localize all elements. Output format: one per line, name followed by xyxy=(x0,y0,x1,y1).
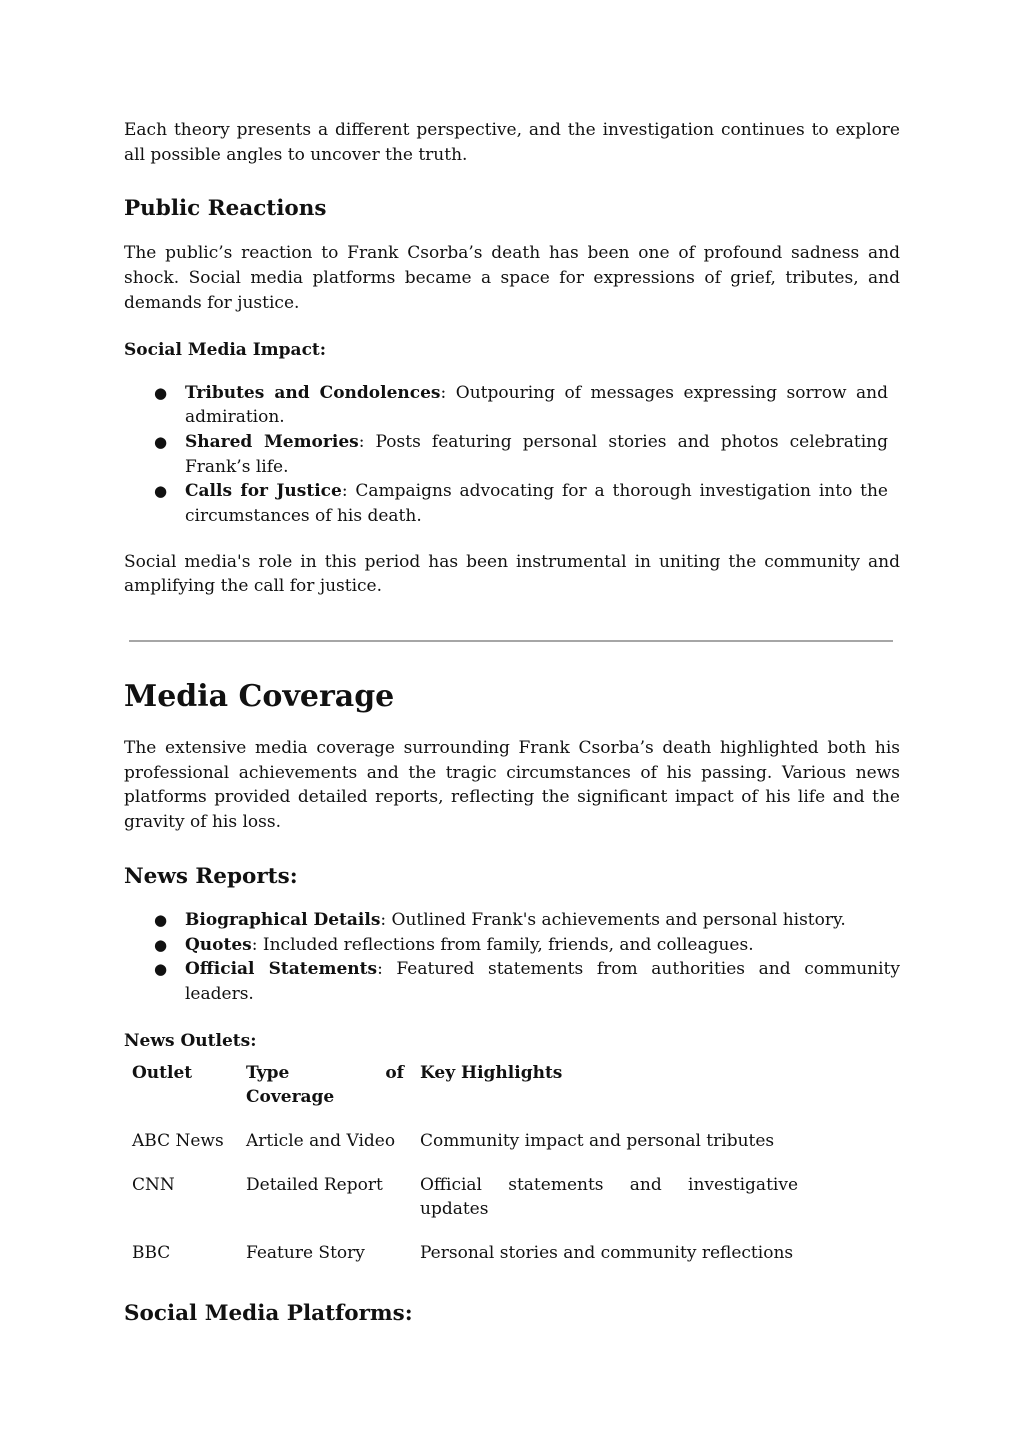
social-media-platforms-heading: Social Media Platforms: xyxy=(124,1300,413,1326)
document-page xyxy=(124,118,900,599)
column-header-type-line2: Coverage xyxy=(246,1087,335,1108)
table-cell: BBC xyxy=(132,1243,171,1264)
list-item xyxy=(124,957,900,1006)
list-item-term: Official Statements xyxy=(185,959,378,980)
list-item xyxy=(124,908,900,933)
section-divider xyxy=(129,640,893,642)
list-item xyxy=(124,430,888,479)
table-row xyxy=(124,1173,798,1241)
table-cell: Feature Story xyxy=(246,1243,365,1264)
news-reports-heading: News Reports: xyxy=(124,863,298,889)
column-header-outlet: Outlet xyxy=(132,1062,193,1083)
list-item-term: Shared Memories xyxy=(185,431,359,452)
list-item-term: Biographical Details xyxy=(185,909,381,930)
media-coverage-paragraph: The extensive media coverage surrounding Frank Csorba’s death highlighted both his professional achievements and the tragic circumstances of his passing. Various news platforms provided detailed reports, reflecting the significant impact of his life and the gravity of his loss. xyxy=(124,738,900,833)
bullet-icon: ● xyxy=(154,910,168,929)
table-cell: Community impact and personal tributes xyxy=(420,1131,775,1152)
intro-paragraph: Each theory presents a different perspective, and the investigation continues to explore all possible angles to uncover the truth. xyxy=(124,120,900,165)
social-media-impact-list xyxy=(124,381,888,529)
bullet-icon: ● xyxy=(154,482,168,501)
table-cell: Article and Video xyxy=(246,1131,396,1152)
table-cell: Official statements and investigative updates xyxy=(420,1174,798,1220)
list-item-text: : Featured statements from authorities and community leaders. xyxy=(185,959,900,1004)
list-item xyxy=(124,479,888,528)
news-outlets-table xyxy=(124,1061,798,1266)
list-item xyxy=(124,381,888,430)
public-reactions-heading: Public Reactions xyxy=(124,196,327,222)
table-row xyxy=(124,1241,798,1266)
social-media-impact-heading: Social Media Impact: xyxy=(124,339,327,360)
table-row xyxy=(124,1129,798,1173)
bullet-icon: ● xyxy=(154,960,168,979)
list-item-term: Calls for Justice xyxy=(185,481,342,502)
list-item-term: Quotes xyxy=(185,934,252,955)
list-item-text: : Posts featuring personal stories and photos celebrating Frank’s life. xyxy=(185,431,888,477)
public-reactions-closing: Social media's role in this period has been instrumental in uniting the community and amplifying the call for justice. xyxy=(124,551,900,597)
table-cell: Detailed Report xyxy=(246,1174,383,1195)
column-header-type-line1: Type of xyxy=(246,1062,404,1083)
column-header-type xyxy=(238,1061,404,1129)
list-item-text: : Included reflections from family, friends, and colleagues. xyxy=(251,934,754,955)
public-reactions-paragraph: The public’s reaction to Frank Csorba’s death has been one of profound sadness and shock. Social media platforms became a space for expressions of grief, tributes, and demands for justice. xyxy=(124,243,900,313)
list-item-term: Tributes and Condolences xyxy=(185,382,441,403)
news-outlets-heading: News Outlets: xyxy=(124,1030,257,1051)
column-header-highlights: Key Highlights xyxy=(420,1062,563,1083)
list-item-text: : Campaigns advocating for a thorough investigation into the circumstances of his death. xyxy=(185,481,888,527)
bullet-icon: ● xyxy=(154,383,168,402)
table-header-row xyxy=(124,1061,798,1129)
bullet-icon: ● xyxy=(154,935,168,954)
media-coverage-section xyxy=(124,678,900,1328)
media-coverage-heading: Media Coverage xyxy=(124,679,395,714)
list-item-text: : Outlined Frank's achievements and personal history. xyxy=(380,909,846,930)
news-reports-list xyxy=(124,908,900,1007)
table-cell: CNN xyxy=(132,1174,175,1195)
bullet-icon: ● xyxy=(154,432,168,451)
list-item-text: : Outpouring of messages expressing sorrow and admiration. xyxy=(185,382,888,428)
table-cell: ABC News xyxy=(132,1131,224,1152)
list-item xyxy=(124,933,900,958)
table-cell: Personal stories and community reflections xyxy=(420,1243,794,1264)
